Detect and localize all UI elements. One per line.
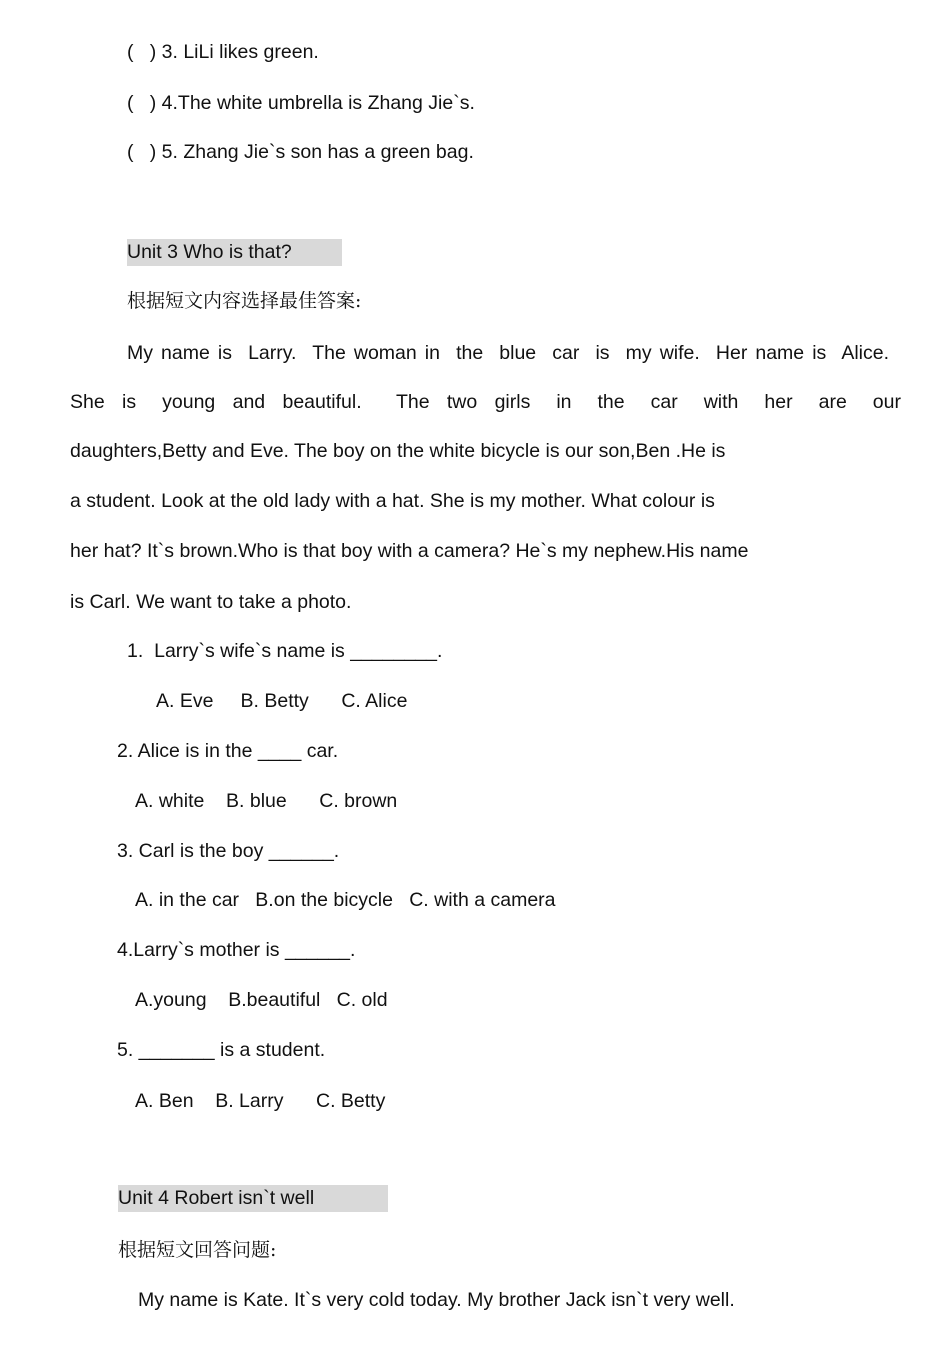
unit3-passage-line-3: daughters,Betty and Eve. The boy on the white bicycle is our son,Ben .He is [70, 440, 726, 462]
tf-question-3: ( ) 3. LiLi likes green. [127, 41, 319, 63]
unit3-options-5: A. Ben B. Larry C. Betty [135, 1090, 386, 1112]
unit3-options-3: A. in the car B.on the bicycle C. with a camera [135, 889, 556, 911]
tf-question-4: ( ) 4.The white umbrella is Zhang Jie`s. [127, 92, 475, 114]
unit3-options-4: A.young B.beautiful C. old [135, 989, 388, 1011]
unit3-question-2: 2. Alice is in the ____ car. [117, 740, 339, 762]
tf-question-5: ( ) 5. Zhang Jie`s son has a green bag. [127, 141, 474, 163]
unit3-passage-line-1: My name is Larry. The woman in the blue car is my wife. Her name is Alice. [127, 342, 889, 364]
unit3-question-5: 5. _______ is a student. [117, 1039, 326, 1061]
unit3-question-4: 4.Larry`s mother is ______. [117, 939, 356, 961]
unit3-heading: Unit 3 Who is that? [127, 239, 342, 266]
unit3-passage-line-5: her hat? It`s brown.Who is that boy with a camera? He`s my nephew.His name [70, 540, 749, 562]
unit4-instruction: 根据短文回答问题: [118, 1239, 277, 1261]
unit3-question-1: 1. Larry`s wife`s name is ________. [127, 640, 443, 662]
unit3-passage-line-2: She is young and beautiful. The two girls in the car with her are our [70, 391, 901, 413]
unit3-options-2: A. white B. blue C. brown [135, 790, 398, 812]
unit4-heading: Unit 4 Robert isn`t well [118, 1185, 388, 1212]
unit3-passage-line-4: a student. Look at the old lady with a hat. She is my mother. What colour is [70, 490, 715, 512]
unit3-question-3: 3. Carl is the boy ______. [117, 840, 340, 862]
unit3-passage-line-6: is Carl. We want to take a photo. [70, 591, 352, 613]
unit3-instruction: 根据短文内容选择最佳答案: [127, 290, 362, 312]
unit4-passage-line-1: My name is Kate. It`s very cold today. My brother Jack isn`t very well. [138, 1289, 735, 1311]
unit3-options-1: A. Eve B. Betty C. Alice [156, 690, 408, 712]
